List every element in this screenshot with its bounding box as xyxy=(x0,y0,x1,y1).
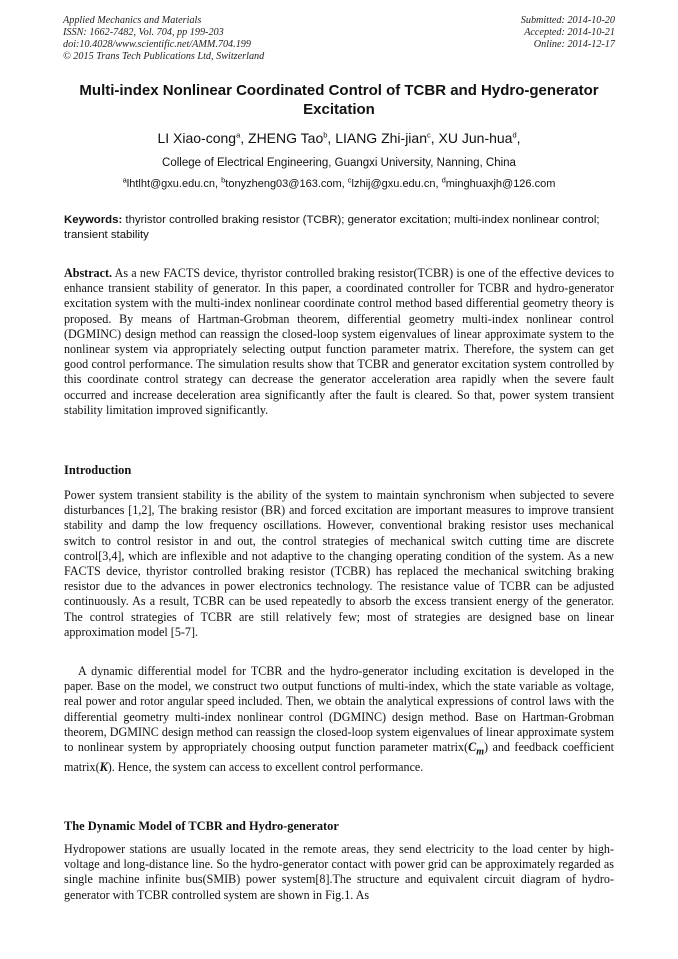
author-sup: d xyxy=(512,130,517,140)
email-sup: b xyxy=(221,175,226,185)
email-sup: c xyxy=(347,175,352,185)
email-list xyxy=(20,177,658,192)
matrix-k-symbol: K xyxy=(99,759,108,774)
keywords-label: Keywords: xyxy=(64,214,123,226)
email-address: minghuaxjh@126.com xyxy=(445,178,556,190)
issn-volume: ISSN: 1662-7482, Vol. 704, pp 199-203 xyxy=(63,27,224,38)
abstract-label: Abstract. xyxy=(64,266,113,280)
email-address: lhtlht@gxu.edu.cn xyxy=(126,178,215,190)
keywords-text: thyristor controlled braking resistor (TCBR); generator excitation; multi-index nonlinear control; transient stability xyxy=(64,214,600,241)
copyright: © 2015 Trans Tech Publications Ltd, Switzerland xyxy=(63,51,265,62)
doi: doi:10.4028/www.scientific.net/AMM.704.199 xyxy=(63,39,251,50)
intro-p2-text-c: ). Hence, the system can access to excellent control performance. xyxy=(107,759,424,774)
email xyxy=(441,175,556,190)
author-sup: c xyxy=(427,130,431,140)
email xyxy=(122,175,222,190)
intro-p2-text-b: ) and feedback coefficient matrix( xyxy=(64,740,614,774)
abstract-text: As a new FACTS device, thyristor controlled braking resistor(TCBR) is one of the effective devices to enhance transient stability of generator. In this paper, a coordinated controller for TCBR and hydro-generator excitation system with the multi-index nonlinear coordinate control method based differential geometry theory is proposed. By means of Hartman-Grobman theorem, differential geometry multi-index nonlinear control (DGMINC) design method can reassign the closed-loop system eigenvalues of linear approximate system to the nonlinear system via appropriately selecting output function parameter matrix. Therefore, the system can get good control performance. The simulation results show that TCBR and generator excitation system controlled by this coordinate control strategy can decrease the generator acceleration area rapidly when the severe fault occurred and increase deceleration area significantly after the fault is cleared. So that, power system transient stability limitation improved significantly. xyxy=(64,266,614,417)
publication-info xyxy=(63,15,264,63)
section-heading-dynamic-model: The Dynamic Model of TCBR and Hydro-generator xyxy=(64,819,339,833)
matrix-cm-letter: C xyxy=(468,740,477,755)
intro-paragraph-2 xyxy=(64,664,614,775)
email-address: lzhij@gxu.edu.cn xyxy=(351,178,436,190)
paper-title: Multi-index Nonlinear Coordinated Control of TCBR and Hydro-generator Excitation xyxy=(79,82,599,118)
submitted-date: Submitted: 2014-10-20 xyxy=(520,15,615,26)
matrix-cm-subscript: m xyxy=(476,746,485,758)
author xyxy=(248,130,335,146)
author-sup: a xyxy=(236,130,241,140)
matrix-cm-symbol xyxy=(468,740,485,758)
author-list xyxy=(30,129,648,147)
accepted-date: Accepted: 2014-10-21 xyxy=(524,27,615,38)
author-sep: , xyxy=(327,130,336,146)
abstract xyxy=(64,266,614,418)
author xyxy=(439,130,521,146)
author-name: ZHENG Tao xyxy=(248,130,324,146)
email-sep: , xyxy=(435,178,442,190)
dynamic-model-paragraph-1: Hydropower stations are usually located in the remote areas, they send electricity to the load center by high-voltage and long-distance line. So the hydro-generator contact with power grid can be approximately regarded as single machine infinite bus(SMIB) power system[8].The structure and equivalent circuit diagram of hydro-generator with TCBR controlled system are shown in Fig.1. As xyxy=(64,842,614,902)
author xyxy=(335,130,438,146)
author-sep: , xyxy=(240,130,249,146)
intro-paragraph-1: Power system transient stability is the ability of the system to maintain synchronism when subjected to severe disturbances [1,2], The braking resistor (BR) and forced excitation are important measures to improve transient stability and damp the low frequency oscillations. However, conventional braking resistor uses mechanical switch to control resistor in and out, the control strategies of mechanical switch cutting time are discrete control[3,4], which are inflexible and not adaptive to the changing operating condition of the system. As a new FACTS device, thyristor controlled braking resistor (TCBR) has replaced the mechanical switching braking resistor due to the advances in power electronics technology. The resistance value of TCBR can be adjusted continuously. As a result, TCBR can be used repeatedly to absorb the excess transient energy of the generator. The control strategies of TCBR are still relatively few; most of strategies are designed base on linear approximation model [5-7]. xyxy=(64,488,614,639)
email xyxy=(347,175,442,190)
author-sep: , xyxy=(516,130,521,146)
email-sep: , xyxy=(341,178,348,190)
author-name: XU Jun-hua xyxy=(438,130,513,146)
intro-p2-text-a: A dynamic differential model for TCBR and the hydro-generator including excitation is developed in the paper. Base on the model, we construct two output functions of multi-index, which the state variable as voltage, real power and rotor angular speed included. Then, we obtain the analytical expressions of control laws with the differential geometry multi-index nonlinear control (DGMINC) design method. Base on Hartman-Grobman theorem, DGMINC design method can reassign the closed-loop system eigenvalues of linear approximate system to nonlinear system by appropriately choosing output function parameter matrix( xyxy=(64,664,614,755)
author-sup: b xyxy=(323,130,328,140)
email xyxy=(221,175,348,190)
author xyxy=(157,130,248,146)
affiliation: College of Electrical Engineering, Guangxi University, Nanning, China xyxy=(162,157,516,169)
author-name: LIANG Zhi-jian xyxy=(335,130,427,146)
email-sup: a xyxy=(122,175,127,185)
email-sup: d xyxy=(441,175,446,185)
online-date: Online: 2014-12-17 xyxy=(533,39,615,50)
publication-dates xyxy=(521,15,615,51)
author-sep: , xyxy=(430,130,439,146)
email-sep: , xyxy=(215,178,222,190)
email-address: tonyzheng03@163.com xyxy=(225,178,342,190)
section-heading-introduction: Introduction xyxy=(64,463,132,477)
keywords xyxy=(64,213,614,243)
journal-name: Applied Mechanics and Materials xyxy=(63,15,202,26)
author-name: LI Xiao-cong xyxy=(157,130,237,146)
